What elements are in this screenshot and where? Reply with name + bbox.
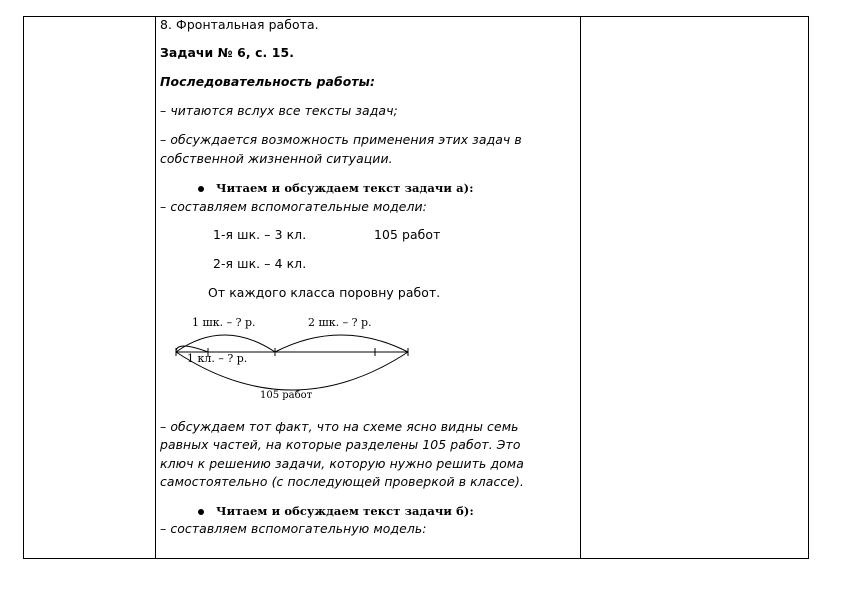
bullet-icon xyxy=(198,186,204,192)
discussion-line-1: – обсуждаем тот факт, что на схеме ясно видны семь xyxy=(160,419,519,434)
aux-model-b-line: – составляем вспомогательную модель: xyxy=(160,521,427,536)
model-school-2: 2-я шк. – 4 кл. xyxy=(213,256,307,271)
discussion-line-3: ключ к решению задачи, которую нужно решить дома xyxy=(160,456,524,471)
column-divider-1 xyxy=(155,17,156,558)
diagram-label-class: 1 кл. – ? р. xyxy=(187,352,248,365)
bullet-task-b: Читаем и обсуждаем текст задачи б): xyxy=(216,504,474,518)
diagram-label-total: 105 работ xyxy=(260,390,313,401)
bullet-icon xyxy=(198,509,204,515)
arc-school2 xyxy=(275,335,408,352)
bullet-task-a: Читаем и обсуждаем текст задачи а): xyxy=(216,181,474,195)
diagram-label-school1: 1 шк. – ? р. xyxy=(192,316,256,329)
model-school-1: 1-я шк. – 3 кл. xyxy=(213,227,307,242)
sequence-heading: Последовательность работы: xyxy=(160,74,376,89)
aux-models-line: – составляем вспомогательные модели: xyxy=(160,199,427,214)
model-equal-parts: От каждого класса поровну работ. xyxy=(208,285,441,300)
step-2-continued: собственной жизненной ситуации. xyxy=(160,151,393,166)
discussion-line-2: равных частей, на которые разделены 105 работ. Это xyxy=(160,437,521,452)
segment-diagram xyxy=(160,312,420,402)
tasks-reference: Задачи № 6, с. 15. xyxy=(160,45,295,60)
step-1: – читаются вслух все тексты задач; xyxy=(160,103,398,118)
section-title: 8. Фронтальная работа. xyxy=(160,17,319,32)
arc-school1 xyxy=(176,335,275,352)
step-2: – обсуждается возможность применения этих задач в xyxy=(160,132,522,147)
model-total: 105 работ xyxy=(374,227,441,242)
discussion-line-4: самостоятельно (с последующей проверкой в классе). xyxy=(160,474,524,489)
diagram-label-school2: 2 шк. – ? р. xyxy=(308,316,372,329)
column-divider-2 xyxy=(580,17,581,558)
